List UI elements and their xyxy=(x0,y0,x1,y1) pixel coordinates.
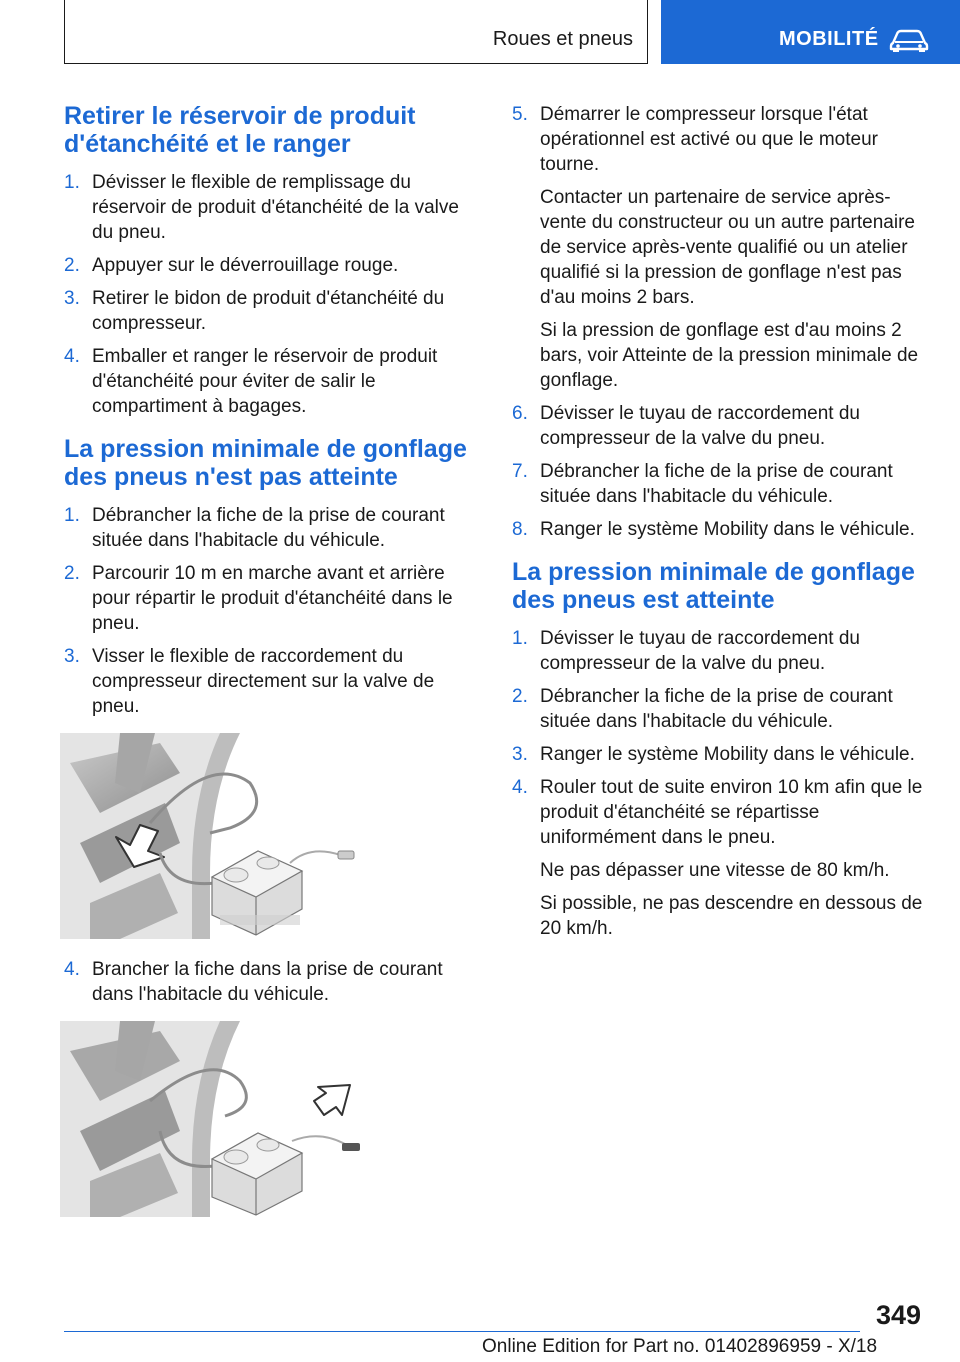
step-number: 3. xyxy=(64,646,80,667)
list-item xyxy=(64,503,476,553)
section-pressure-not-reached xyxy=(64,435,476,1217)
list-item xyxy=(64,344,476,419)
step-number: 3. xyxy=(64,288,80,309)
step-number: 2. xyxy=(64,563,80,584)
step-text: Débrancher la fiche de la prise de courant située dans l'habitacle du véhicule. xyxy=(540,461,893,507)
step-text: Débrancher la fiche de la prise de courant située dans l'habitacle du véhicule. xyxy=(92,505,445,551)
plug-socket-illustration xyxy=(60,1021,360,1217)
list-item xyxy=(64,170,476,245)
list-item xyxy=(512,401,924,451)
step-text: Ranger le système Mobility dans le véhicule. xyxy=(540,519,915,540)
car-icon xyxy=(889,27,929,53)
step-number: 1. xyxy=(512,628,528,649)
list-item xyxy=(512,102,924,393)
step-text: Parcourir 10 m en marche avant et arrière pour répartir le produit d'étanchéité dans le pneu. xyxy=(92,563,453,634)
step-number: 2. xyxy=(512,686,528,707)
header-chapter-tab xyxy=(661,0,960,64)
list-item xyxy=(64,561,476,636)
step-text: Brancher la fiche dans la prise de courant dans l'habitacle du véhicule. xyxy=(92,959,443,1005)
step-number: 6. xyxy=(512,403,528,424)
step-note: Contacter un partenaire de service après-vente du constructeur ou un autre partenaire de service après-vente qualifié ou un atelier qualifié si la pression de gonflage n'est pas d'au moins 2 bars. xyxy=(540,187,915,308)
section-remove-sealant xyxy=(64,102,476,419)
header-section-title: Roues et pneus xyxy=(492,28,633,50)
right-column xyxy=(512,102,924,953)
steps-list-cont xyxy=(64,957,476,1007)
step-number: 4. xyxy=(512,777,528,798)
steps-list-cont xyxy=(512,102,924,542)
list-item xyxy=(512,626,924,676)
steps-list xyxy=(64,503,476,719)
footer-edition: Online Edition for Part no. 01402896959 - X/18 xyxy=(482,1336,878,1357)
steps-list xyxy=(64,170,476,419)
compressor-valve-illustration xyxy=(60,733,360,939)
list-item xyxy=(512,775,924,941)
list-item xyxy=(512,684,924,734)
steps-list xyxy=(512,626,924,941)
step-text: Dévisser le tuyau de raccordement du compresseur de la valve du pneu. xyxy=(540,628,860,674)
step-text: Débrancher la fiche de la prise de courant située dans l'habitacle du véhicule. xyxy=(540,686,893,732)
step-number: 3. xyxy=(512,744,528,765)
step-number: 1. xyxy=(64,172,80,193)
step-number: 2. xyxy=(64,255,80,276)
header-chapter-label: MOBILITÉ xyxy=(779,28,879,50)
list-item xyxy=(512,742,924,767)
list-item xyxy=(64,957,476,1007)
step-text: Retirer le bidon de produit d'étanchéité du compresseur. xyxy=(92,288,445,334)
step-number: 7. xyxy=(512,461,528,482)
list-item xyxy=(64,253,476,278)
step-text: Ranger le système Mobility dans le véhicule. xyxy=(540,744,915,765)
list-item xyxy=(512,517,924,542)
list-item xyxy=(64,644,476,719)
step-note: Si la pression de gonflage est d'au moins 2 bars, voir Atteinte de la pression minimale de gonflage. xyxy=(540,320,919,391)
step-number: 8. xyxy=(512,519,528,540)
step-number: 5. xyxy=(512,104,528,125)
page-number: 349 xyxy=(876,1300,922,1330)
step-text: Démarrer le compresseur lorsque l'état opérationnel est activé ou que le moteur tourne. xyxy=(540,104,878,175)
step-text: Rouler tout de suite environ 10 km afin que le produit d'étanchéité se répartisse uniformément dans le pneu. xyxy=(540,777,923,848)
section-title: La pression minimale de gonflage des pneus n'est pas atteinte xyxy=(64,435,467,491)
section-title: La pression minimale de gonflage des pneus est atteinte xyxy=(512,558,915,614)
footer-divider xyxy=(64,1331,860,1332)
section-pressure-reached xyxy=(512,558,924,941)
step-text: Dévisser le flexible de remplissage du réservoir de produit d'étanchéité de la valve du pneu. xyxy=(92,172,459,243)
section-title: Retirer le réservoir de produit d'étanchéité et le ranger xyxy=(64,102,416,158)
step-note: Ne pas dépasser une vitesse de 80 km/h. xyxy=(540,860,890,881)
step-number: 1. xyxy=(64,505,80,526)
step-text: Emballer et ranger le réservoir de produit d'étanchéité pour éviter de salir le compartiment à bagages. xyxy=(92,346,438,417)
step-number: 4. xyxy=(64,346,80,367)
list-item xyxy=(512,459,924,509)
list-item xyxy=(64,286,476,336)
step-number: 4. xyxy=(64,959,80,980)
step-text: Visser le flexible de raccordement du compresseur directement sur la valve de pneu. xyxy=(92,646,435,717)
step-note: Si possible, ne pas descendre en dessous de 20 km/h. xyxy=(540,893,923,939)
step-text: Dévisser le tuyau de raccordement du compresseur de la valve du pneu. xyxy=(540,403,860,449)
step-text: Appuyer sur le déverrouillage rouge. xyxy=(92,255,399,276)
header-section-box xyxy=(64,0,648,64)
left-column xyxy=(64,102,476,1235)
